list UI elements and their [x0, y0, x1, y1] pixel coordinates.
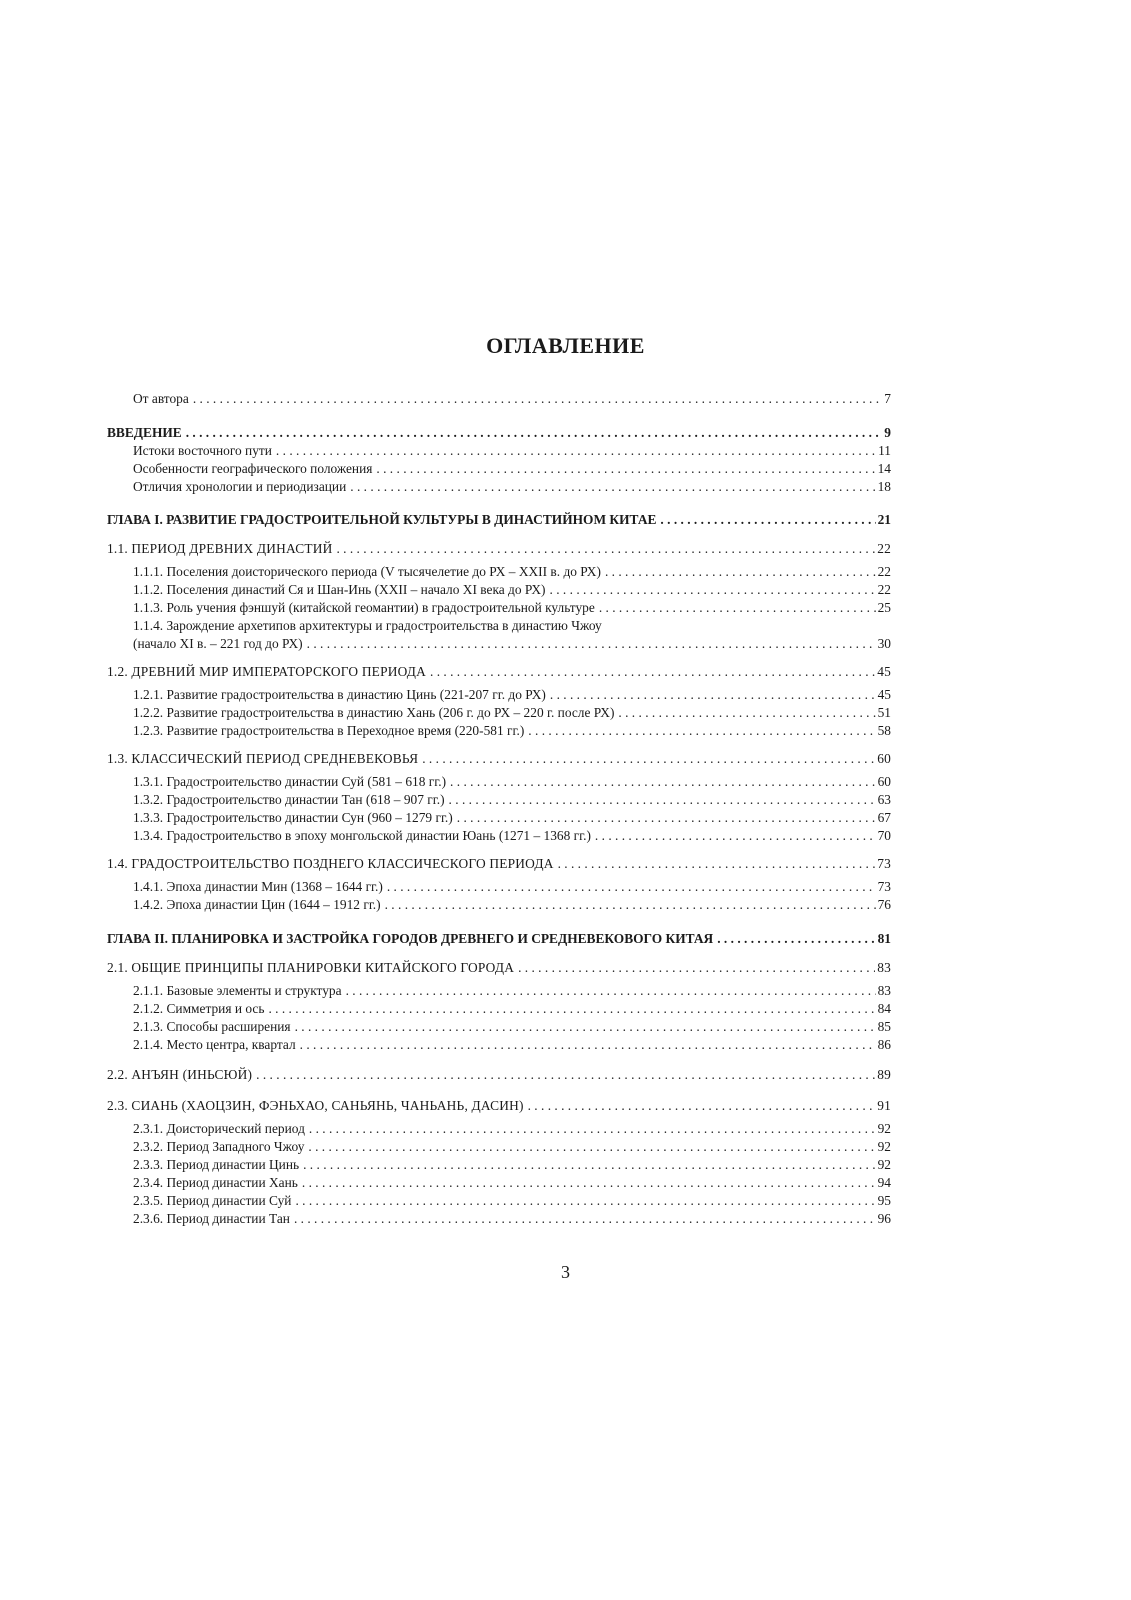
toc-entry-label: 1.3.1. Градостроительство династии Суй (581 – 618 гг.) [133, 774, 447, 789]
toc-entry-page: 60 [877, 751, 891, 766]
toc-entry[interactable] [133, 478, 891, 496]
toc-entry-page: 22 [877, 582, 891, 597]
toc-entry-label: ГЛАВА I. РАЗВИТИЕ ГРАДОСТРОИТЕЛЬНОЙ КУЛЬТУРЫ В ДИНАСТИЙНОМ КИТАЕ [107, 512, 657, 527]
toc-entry-page: 60 [877, 774, 891, 789]
toc-entry-label: Отличия хронологии и периодизации [133, 479, 347, 494]
dot-leader [193, 390, 882, 408]
toc-entry-page: 70 [877, 828, 891, 843]
dot-leader [599, 599, 876, 617]
toc-entry-label: 2.3.1. Доисторический период [133, 1121, 305, 1136]
toc-entry[interactable] [133, 1018, 891, 1036]
dot-leader [186, 424, 883, 442]
toc-entry-label: 1.2.3. Развитие градостроительства в Переходное время (220-581 гг.) [133, 723, 525, 738]
toc-entry-section[interactable] [107, 959, 891, 977]
toc-entry-page: 91 [877, 1098, 891, 1113]
toc-entry-page: 18 [877, 479, 891, 494]
toc-entry[interactable] [133, 599, 891, 617]
dot-leader [528, 722, 875, 740]
toc-entry-chapter-2[interactable] [107, 930, 891, 948]
toc-entry-page: 89 [877, 1067, 891, 1082]
dot-leader [550, 686, 876, 704]
toc-entry-page: 92 [877, 1139, 891, 1154]
toc-entry-label: 1.3.3. Градостроительство династии Сун (960 – 1279 гг.) [133, 810, 453, 825]
toc-entry[interactable] [133, 1156, 891, 1174]
toc-entry-label: 2.3.2. Период Западного Чжоу [133, 1139, 305, 1154]
toc-entry-page: 83 [877, 960, 891, 975]
toc-entry[interactable] [133, 686, 891, 704]
toc-entry-page: 14 [877, 461, 891, 476]
toc-entry[interactable] [133, 581, 891, 599]
toc-entry-section[interactable] [107, 540, 891, 558]
toc-entry-label: 1.1.4. Зарождение архетипов архитектуры и градостроительства в династию Чжоу [133, 618, 602, 633]
toc-entry-label: 2.3.6. Период династии Тан [133, 1211, 290, 1226]
dot-leader [550, 581, 876, 599]
toc-entry-chapter-1[interactable] [107, 511, 891, 529]
dot-leader [346, 982, 876, 1000]
toc-entry-page: 76 [877, 897, 891, 912]
toc-entry-page: 81 [877, 931, 891, 946]
toc-entry-label: 2.3. СИАНЬ (ХАОЦЗИН, ФЭНЬХАО, САНЬЯНЬ, ЧАНЬАНЬ, ДАСИН) [107, 1098, 524, 1113]
toc-entry-label: 2.1. ОБЩИЕ ПРИНЦИПЫ ПЛАНИРОВКИ КИТАЙСКОГО ГОРОДА [107, 960, 515, 975]
dot-leader [376, 460, 875, 478]
dot-leader [294, 1210, 876, 1228]
toc-entry-label: От автора [133, 391, 189, 406]
toc-entry-page: 85 [877, 1019, 891, 1034]
toc-entry-page: 92 [877, 1157, 891, 1172]
dot-leader [618, 704, 875, 722]
toc-entry-page: 86 [877, 1037, 891, 1052]
toc-entry-page: 63 [877, 792, 891, 807]
toc-entry[interactable] [133, 827, 891, 845]
dot-leader [450, 773, 876, 791]
dot-leader [422, 750, 875, 768]
dot-leader [336, 540, 875, 558]
dot-leader [309, 1120, 876, 1138]
dot-leader [307, 635, 876, 653]
toc-entry[interactable] [133, 1120, 891, 1138]
toc-entry-introduction[interactable] [107, 424, 891, 442]
toc-entry-section[interactable] [107, 1066, 891, 1084]
toc-entry[interactable] [133, 773, 891, 791]
toc-entry-label: ГЛАВА II. ПЛАНИРОВКА И ЗАСТРОЙКА ГОРОДОВ ДРЕВНЕГО И СРЕДНЕВЕКОВОГО КИТАЯ [107, 931, 714, 946]
toc-entry[interactable] [133, 896, 891, 914]
toc-entry-author[interactable] [133, 390, 891, 408]
dot-leader [268, 1000, 875, 1018]
dot-leader [308, 1138, 875, 1156]
toc-entry-page: 95 [877, 1193, 891, 1208]
toc-entry[interactable] [133, 1000, 891, 1018]
toc-entry-page: 22 [877, 564, 891, 579]
toc-entry-label: 1.4.2. Эпоха династии Цин (1644 – 1912 гг.) [133, 897, 381, 912]
toc-entry-page: 96 [877, 1211, 891, 1226]
page-number: 3 [561, 1262, 570, 1282]
toc-entry-label: 2.1.3. Способы расширения [133, 1019, 291, 1034]
dot-leader [256, 1066, 875, 1084]
toc-entry[interactable] [133, 635, 891, 653]
toc-entry-page: 30 [877, 636, 891, 651]
dot-leader [303, 1156, 876, 1174]
dot-leader [558, 855, 876, 873]
toc-entry[interactable] [133, 1210, 891, 1228]
dot-leader [717, 930, 875, 948]
toc-entry[interactable] [133, 442, 891, 460]
toc-entry-section[interactable] [107, 750, 891, 768]
toc-entry[interactable] [133, 791, 891, 809]
table-of-contents [107, 0, 891, 1600]
toc-entry-label: Особенности географического положения [133, 461, 373, 476]
toc-entry-label: 1.3.2. Градостроительство династии Тан (618 – 907 гг.) [133, 792, 445, 807]
toc-entry-label: 2.1.1. Базовые элементы и структура [133, 983, 342, 998]
dot-leader [387, 878, 876, 896]
toc-entry-label: Истоки восточного пути [133, 443, 272, 458]
dot-leader [295, 1018, 876, 1036]
toc-entry-page: 11 [878, 443, 891, 458]
toc-entry[interactable] [133, 1138, 891, 1156]
toc-entry-page: 45 [877, 664, 891, 679]
toc-entry-continuation: (начало XI в. – 221 год до РХ) [133, 636, 303, 651]
toc-entry-page: 45 [877, 687, 891, 702]
toc-entry-label: 1.1.1. Поселения доисторического периода (V тысячелетие до РХ – XXII в. до РХ) [133, 564, 601, 579]
toc-entry-page: 73 [877, 879, 891, 894]
dot-leader [295, 1192, 875, 1210]
toc-entry[interactable] [133, 722, 891, 740]
dot-leader [302, 1174, 876, 1192]
toc-entry-label: 2.3.5. Период династии Суй [133, 1193, 292, 1208]
toc-entry[interactable] [133, 460, 891, 478]
toc-entry[interactable] [133, 563, 891, 581]
toc-entry-label: 2.2. АНЪЯН (ИНЬСЮЙ) [107, 1067, 253, 1082]
toc-entry-label: 1.2.1. Развитие градостроительства в династию Цинь (221-207 гг. до РХ) [133, 687, 546, 702]
toc-entry-page: 67 [877, 810, 891, 825]
toc-entry-page: 94 [877, 1175, 891, 1190]
toc-entry-page: 58 [877, 723, 891, 738]
toc-entry-label: 1.4. ГРАДОСТРОИТЕЛЬСТВО ПОЗДНЕГО КЛАССИЧЕСКОГО ПЕРИОДА [107, 856, 554, 871]
toc-entry-page: 73 [877, 856, 891, 871]
toc-entry-page: 92 [877, 1121, 891, 1136]
toc-entry[interactable] [133, 878, 891, 896]
dot-leader [605, 563, 876, 581]
toc-entry-section[interactable] [107, 1097, 891, 1115]
toc-entry-page: 22 [877, 541, 891, 556]
toc-entry-page: 7 [884, 391, 891, 406]
toc-entry-label: 1.4.1. Эпоха династии Мин (1368 – 1644 гг.) [133, 879, 383, 894]
dot-leader [457, 809, 876, 827]
toc-entry-label: 1.2. ДРЕВНИЙ МИР ИМПЕРАТОРСКОГО ПЕРИОДА [107, 664, 426, 679]
toc-entry-label: 1.2.2. Развитие градостроительства в династию Хань (206 г. до РХ – 220 г. после РХ) [133, 705, 615, 720]
toc-entry-label: 1.1.2. Поселения династий Ся и Шан-Инь (XXII – начало XI века до РХ) [133, 582, 546, 597]
toc-entry-section[interactable] [107, 855, 891, 873]
toc-entry-label: 2.3.3. Период династии Цинь [133, 1157, 300, 1172]
toc-entry-label: 1.1.3. Роль учения фэншуй (китайской геомантии) в градостроительной культуре [133, 600, 595, 615]
dot-leader [449, 791, 876, 809]
toc-entry[interactable] [133, 982, 891, 1000]
dot-leader [385, 896, 876, 914]
toc-entry[interactable] [133, 704, 891, 722]
toc-entry-label: 2.3.4. Период династии Хань [133, 1175, 298, 1190]
dot-leader [595, 827, 876, 845]
dot-leader [528, 1097, 876, 1115]
toc-entry[interactable] [133, 1192, 891, 1210]
toc-entry-label: 1.1. ПЕРИОД ДРЕВНИХ ДИНАСТИЙ [107, 541, 333, 556]
toc-entry-label: 2.1.4. Место центра, квартал [133, 1037, 296, 1052]
page-title: ОГЛАВЛЕНИЕ [486, 333, 645, 358]
toc-entry-page: 83 [877, 983, 891, 998]
toc-entry-page: 21 [877, 512, 891, 527]
dot-leader [518, 959, 875, 977]
toc-entry[interactable] [133, 1036, 891, 1054]
toc-entry-page: 9 [884, 425, 891, 440]
toc-entry-page: 51 [877, 705, 891, 720]
toc-entry-section[interactable] [107, 663, 891, 681]
toc-entry-label: 1.3.4. Градостроительство в эпоху монгольской династии Юань (1271 – 1368 гг.) [133, 828, 591, 843]
toc-entry[interactable] [133, 1174, 891, 1192]
toc-entry-label: 2.1.2. Симметрия и ось [133, 1001, 265, 1016]
toc-entry-page: 25 [877, 600, 891, 615]
dot-leader [660, 511, 875, 529]
toc-entry[interactable] [133, 809, 891, 827]
toc-entry-label: 1.3. КЛАССИЧЕСКИЙ ПЕРИОД СРЕДНЕВЕКОВЬЯ [107, 751, 419, 766]
toc-entry-label: ВВЕДЕНИЕ [107, 425, 182, 440]
dot-leader [276, 442, 876, 460]
dot-leader [350, 478, 875, 496]
toc-entry-page: 84 [877, 1001, 891, 1016]
dot-leader [430, 663, 875, 681]
dot-leader [300, 1036, 876, 1054]
